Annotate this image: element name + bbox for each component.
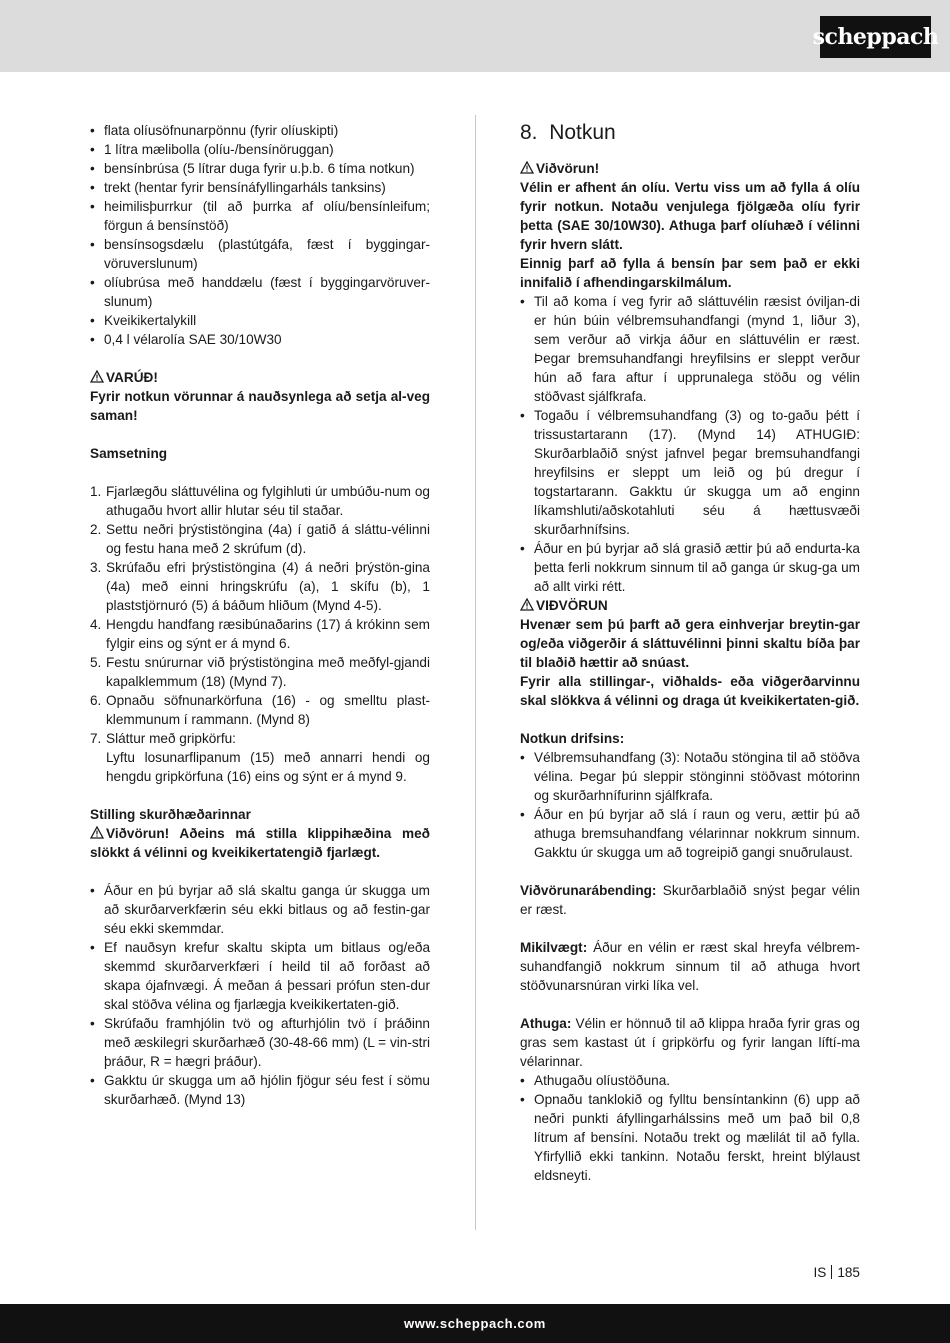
- left-column: [90, 121, 430, 1109]
- list-item: [90, 615, 430, 653]
- tools-list: [90, 121, 430, 349]
- list-item: • Kveikikertalykill: [90, 311, 430, 330]
- note-text: Áður en vélin er ræst skal hreyfa vélbrem-suhandfangið nokkrum sinnum til að athuga hvort stöðvunarsnúran virki líka vel.: [520, 940, 860, 993]
- list-item: • Til að koma í veg fyrir að sláttuvélin ræsist óviljan-di er hún búin vélbremsuhandfangi (mynd 1, liður 3), sem verður að virkja áður en sláttuvélin er ræst. Þegar bremsuhandfangi hreyfilsins er sleppt verður hún að fara aftur í upprunalega stöðu og vélin stöðvast sjálfkrafa.: [520, 292, 860, 406]
- note-label: Viðvörunarábending:: [520, 883, 657, 898]
- list-item: [90, 729, 430, 786]
- list-item: • Gakktu úr skugga um að hjólin fjögur séu fest í sömu skurðarhæð. (Mynd 13): [90, 1071, 430, 1109]
- step-text: Skrúfaðu efri þrýstistöngina (4) á neðri þrýstön-gina (4a) með einni hringskrúfu (a), 1 skífu (b), 1 plaststjörnuró (5) á báðum hliðum (Mynd 4-5).: [106, 560, 430, 613]
- page-lang: IS: [813, 1265, 827, 1280]
- caution-title: VARÚÐ!: [106, 370, 158, 385]
- section-number: 8.: [520, 121, 538, 144]
- right-column: [520, 121, 860, 1185]
- warning2-text2: Fyrir alla stillingar-, viðhalds- eða viðgerðarvinnu skal slökkva á vélinni og draga út kveikikertaten-gið.: [520, 674, 860, 708]
- list-item: • Athugaðu olíustöðuna.: [520, 1071, 860, 1090]
- footer-bar: [0, 1304, 950, 1343]
- list-item: • trekt (hentar fyrir bensínáfyllingarháls tanksins): [90, 178, 430, 197]
- footer-url[interactable]: www.scheppach.com: [404, 1316, 546, 1331]
- warning1-text: Vélin er afhent án olíu. Vertu viss um að fylla á olíu fyrir notkun. Notaðu venjulega fjölgæða olíu fyrir þetta (SAE 30/10W30). Athuga þarf olíuhæð í vélinni fyrir hvern slátt.: [520, 180, 860, 252]
- fuel-list: [520, 1071, 860, 1185]
- step-subtext: Lyftu losunarflipanum (15) með annarri hendi og hengdu gripkörfuna (16) eins og sýnt er á mynd 9.: [106, 750, 430, 784]
- step-number: 6.: [90, 693, 102, 708]
- cut-height-list: [90, 881, 430, 1109]
- warning1-heading: [520, 159, 860, 178]
- operation-list: [520, 292, 860, 596]
- warning-icon: [90, 370, 104, 383]
- cut-height-warning: [90, 824, 430, 862]
- cut-warning-text: Viðvörun! Aðeins má stilla klippihæðina með slökkt á vélinni og kveikikertatengið fjarlægt.: [90, 826, 430, 860]
- page-number: [760, 1265, 860, 1280]
- list-item: • Opnaðu tanklokið og fylltu bensíntankinn (6) upp að neðri punkti áfyllingarhálssins með um það bil 0,8 lítrum af bensíni. Notaðu trekt og mælilát til að fylla. Yfirfyllið ekki tankinn. Notaðu ferskt, hreint blýlaust eldsneyti.: [520, 1090, 860, 1185]
- assembly-steps: [90, 482, 430, 786]
- section-title-text: Notkun: [549, 121, 616, 144]
- column-divider: [475, 115, 476, 1230]
- note-label: Mikilvægt:: [520, 940, 588, 955]
- list-item: • 1 lítra mælibolla (olíu-/bensínöruggan): [90, 140, 430, 159]
- warning2-text: Hvenær sem þú þarft að gera einhverjar breytin-gar og/eða viðgerðir á sláttuvélinni þinni skaltu bíða þar til blaðið hættir að snúast.: [520, 617, 860, 670]
- step-text: Sláttur með gripkörfu:: [106, 731, 236, 746]
- page-num: 185: [837, 1265, 860, 1280]
- step-number: 1.: [90, 484, 102, 499]
- warning2-heading: [520, 596, 860, 615]
- list-item: • olíubrúsa með handdælu (fæst í byggingarvöruver-slunum): [90, 273, 430, 311]
- brand-logo: scheppach: [820, 16, 931, 58]
- list-item: [90, 691, 430, 729]
- list-item: [90, 558, 430, 615]
- header-bar: [0, 0, 950, 72]
- warning-icon: [520, 161, 534, 174]
- assembly-heading: Samsetning: [90, 446, 168, 461]
- list-item: • bensínbrúsa (5 lítrar duga fyrir u.þ.b. 6 tíma notkun): [90, 159, 430, 178]
- list-item: • Áður en þú byrjar að slá í raun og veru, ættir þú að athuga bremsuhandfang vélarinnar nokkrum sinnum. Gakktu úr skugga um að togreipið gangi snuðrulaust.: [520, 805, 860, 862]
- list-item: [90, 653, 430, 691]
- step-text: Hengdu handfang ræsibúnaðarins (17) á krókinn sem fylgir eins og sýnt er á mynd 6.: [106, 617, 430, 651]
- note-attention: [520, 1014, 860, 1071]
- step-text: Fjarlægðu sláttuvélina og fylgihluti úr umbúðu-num og athugaðu hvort allir hlutar séu til staðar.: [106, 484, 430, 518]
- cut-height-heading: Stilling skurðhæðarinnar: [90, 807, 251, 822]
- warning-icon: [90, 826, 104, 839]
- list-item: • Vélbremsuhandfang (3): Notaðu stöngina til að stöðva vélina. Þegar þú sleppir stönginni stöðvast mótorinn og skurðarhnífurinn sjálfkrafa.: [520, 748, 860, 805]
- list-item: [90, 482, 430, 520]
- note-important: [520, 938, 860, 995]
- list-item: • Ef nauðsyn krefur skaltu skipta um bitlaus og/eða skemmd skurðarverkfæri í heild til að forðast að skapa ójafnvægi. Á meðan á þessari prófun sten-dur skal stöðva vélina og fjarlægja kveikikertaten-gið.: [90, 938, 430, 1014]
- note-text: Vélin er hönnuð til að klippa hraða fyrir gras og gras sem kastast út í gripkörfu og fyrir langan líftí-ma vélarinnar.: [520, 1016, 860, 1069]
- caution-text: Fyrir notkun vörunnar á nauðsynlega að setja al-veg saman!: [90, 389, 430, 423]
- warning-icon: [520, 598, 534, 611]
- note-text: Skurðarblaðið snýst þegar vélin er ræst.: [520, 883, 860, 917]
- section-title: [520, 121, 860, 159]
- list-item: • Togaðu í vélbremsuhandfang (3) og to-gaðu þétt í trissustartarann (17). (Mynd 14) ATHUGIÐ: Skurðarblaðið snýst jafnvel þegar bremsuhandfangi hreyfilsins er sleppt um leið og þú dregur í togstartarann. Gakktu úr skugga um að enginn líkamshluti/aðskotahluti séu á hættusvæði skurðarhnífsins.: [520, 406, 860, 539]
- list-item: • Áður en þú byrjar að slá grasið ættir þú að endurta-ka þetta ferli nokkrum sinnum til að ganga úr skug-ga um að allt virki rétt.: [520, 539, 860, 596]
- list-item: • Skrúfaðu framhjólin tvö og afturhjólin tvö í þráðinn með æskilegri skurðarhæð (30-48-66 mm) (L = vin-stri þráður, R = hægri þráður).: [90, 1014, 430, 1071]
- step-number: 3.: [90, 560, 102, 575]
- step-number: 5.: [90, 655, 102, 670]
- list-item: [90, 520, 430, 558]
- step-text: Settu neðri þrýstistöngina (4a) í gatið á sláttu-vélinni og festu hana með 2 skrúfum (d).: [106, 522, 430, 556]
- drive-heading: Notkun drifsins:: [520, 731, 625, 746]
- note-label: Athuga:: [520, 1016, 572, 1031]
- list-item: • bensínsogsdælu (plastútgáfa, fæst í byggingar-vöruverslunum): [90, 235, 430, 273]
- drive-list: [520, 748, 860, 862]
- step-number: 2.: [90, 522, 102, 537]
- list-item: • heimilisþurrkur (til að þurrka af olíu/bensínleifum; förgun á bensínstöð): [90, 197, 430, 235]
- caution-heading: [90, 368, 430, 387]
- step-text: Festu snúrurnar við þrýstistöngina með meðfyl-gjandi kapalklemmum (18) (Mynd 7).: [106, 655, 430, 689]
- list-item: • flata olíusöfnunarpönnu (fyrir olíuskipti): [90, 121, 430, 140]
- step-number: 4.: [90, 617, 102, 632]
- warning2-title: VIÐVÖRUN: [536, 598, 608, 613]
- warning1-text2: Einnig þarf að fylla á bensín þar sem það er ekki innifalið í afhendingarskilmálum.: [520, 256, 860, 290]
- list-item: • 0,4 l vélarolía SAE 30/10W30: [90, 330, 430, 349]
- warning1-title: Viðvörun!: [536, 161, 600, 176]
- step-number: 7.: [90, 731, 102, 746]
- step-text: Opnaðu söfnunarkörfuna (16) - og smelltu plast-klemmunum í rammann. (Mynd 8): [106, 693, 430, 727]
- list-item: • Áður en þú byrjar að slá skaltu ganga úr skugga um að skurðarverkfærin séu ekki bitlaus og að festin-gar séu ekki skemmdar.: [90, 881, 430, 938]
- note-warning-tip: [520, 881, 860, 919]
